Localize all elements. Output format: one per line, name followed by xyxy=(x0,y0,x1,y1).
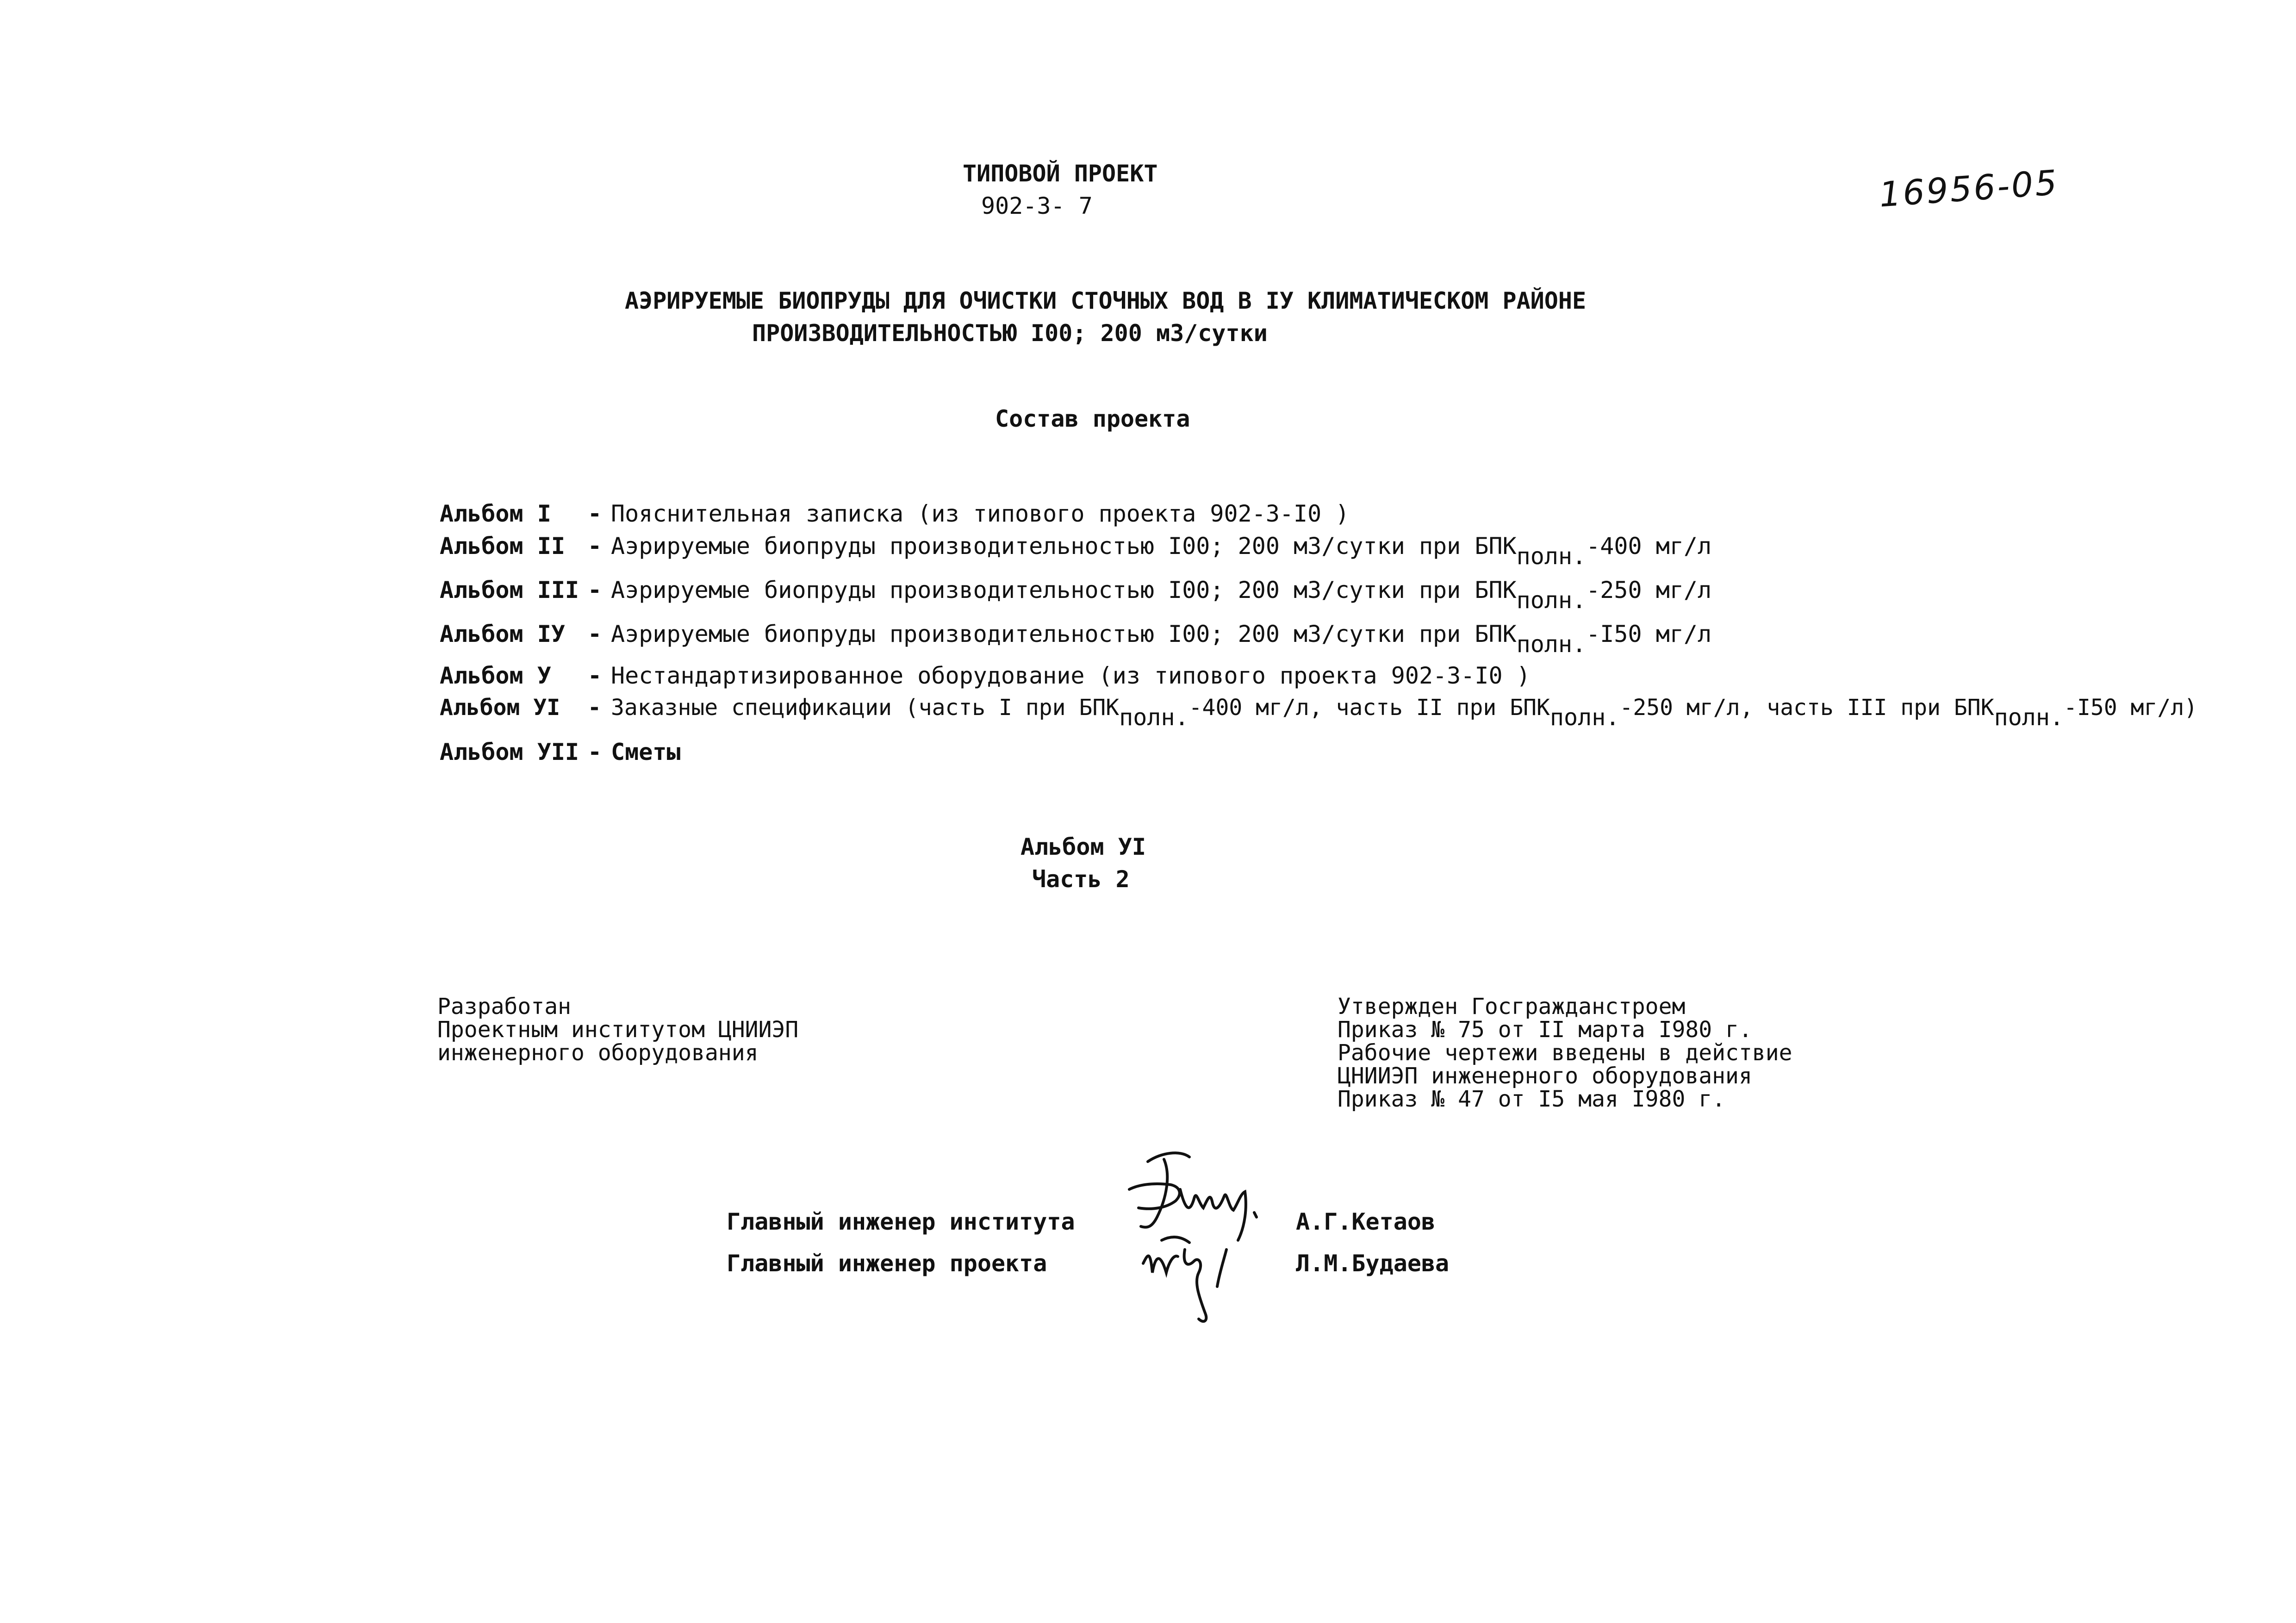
album-description: Нестандартизированное оборудование (из типового проекта 902-3-I0 ) xyxy=(611,662,1531,689)
description-text: -400 мг/л, часть II при БПК xyxy=(1188,695,1550,721)
album-description xyxy=(611,533,1712,570)
description-text: Аэрируемые биопруды производительностью I00; 200 м3/сутки при БПК xyxy=(611,533,1517,560)
signature-name: Л.М.Будаева xyxy=(1296,1250,1450,1277)
album-dash: - xyxy=(588,577,602,603)
album-description: Пояснительная записка (из типового проекта 902-3-I0 ) xyxy=(611,500,1350,527)
signature-role: Главный инженер проекта xyxy=(727,1250,1047,1277)
album-dash: - xyxy=(588,533,602,560)
inventory-number: 16956-05 xyxy=(1878,162,2060,215)
album-name: Альбом УII xyxy=(440,739,579,765)
developed-line: инженерного оборудования xyxy=(437,1040,759,1066)
description-text: Заказные спецификации (часть I при БПК xyxy=(611,695,1120,721)
album-description xyxy=(611,695,2198,731)
album-dash: - xyxy=(588,695,601,721)
album-dash: - xyxy=(588,621,602,647)
album-dash: - xyxy=(588,500,602,527)
composition-heading: Состав проекта xyxy=(995,405,1190,432)
approved-block xyxy=(1338,995,1792,1111)
developed-line: Разработан xyxy=(437,994,571,1020)
project-number: 902-3- 7 xyxy=(981,193,1093,219)
project-type-label: ТИПОВОЙ ПРОЕКТ xyxy=(963,160,1158,187)
album-dash: - xyxy=(588,739,602,765)
description-text: Аэрируемые биопруды производительностью I00; 200 м3/сутки при БПК xyxy=(611,621,1517,647)
description-text: -250 мг/л, часть III при БПК xyxy=(1619,695,1994,721)
subscript: полн. xyxy=(1994,704,2064,731)
description-value: -400 мг/л xyxy=(1586,533,1712,560)
title-line-2: ПРОИЗВОДИТЕЛЬНОСТЬЮ I00; 200 м3/сутки xyxy=(752,320,1268,347)
volume-album: Альбом УI xyxy=(1020,833,1146,860)
description-text: Аэрируемые биопруды производительностью I00; 200 м3/сутки при БПК xyxy=(611,577,1517,603)
album-description xyxy=(611,577,1712,614)
subscript: полн. xyxy=(1119,704,1189,731)
signature-role: Главный инженер института xyxy=(727,1208,1075,1235)
title-line-1: АЭРИРУЕМЫЕ БИОПРУДЫ ДЛЯ ОЧИСТКИ СТОЧНЫХ ВОД В IУ КЛИМАТИЧЕСКОМ РАЙОНЕ xyxy=(625,287,1587,314)
subscript: полн. xyxy=(1516,587,1587,614)
signature-2-image xyxy=(1134,1222,1273,1324)
approved-line: Приказ № 75 от II марта I980 г. xyxy=(1338,1017,1752,1043)
description-value: -250 мг/л xyxy=(1586,577,1712,603)
approved-line: Приказ № 47 от I5 мая I980 г. xyxy=(1338,1086,1726,1112)
approved-line: Утвержден Госгражданстроем xyxy=(1338,994,1686,1020)
description-value: -I50 мг/л xyxy=(1586,621,1712,647)
album-name: Альбом II xyxy=(440,533,565,560)
album-name: Альбом IУ xyxy=(440,621,565,647)
subscript: полн. xyxy=(1516,631,1587,658)
developed-block xyxy=(437,995,798,1064)
album-dash: - xyxy=(588,662,602,689)
developed-line: Проектным институтом ЦНИИЭП xyxy=(437,1017,799,1043)
subscript: полн. xyxy=(1549,704,1620,731)
description-text: -I50 мг/л) xyxy=(2064,695,2198,721)
approved-line: ЦНИИЭП инженерного оборудования xyxy=(1338,1063,1752,1089)
album-name: Альбом III xyxy=(440,577,579,603)
album-name: Альбом У xyxy=(440,662,551,689)
album-description xyxy=(611,621,1712,658)
subscript: полн. xyxy=(1516,543,1587,570)
approved-line: Рабочие чертежи введены в действие xyxy=(1338,1040,1792,1066)
volume-part: Часть 2 xyxy=(1032,866,1130,893)
signature-name: А.Г.Кетаов xyxy=(1296,1208,1436,1235)
album-name: Альбом I xyxy=(440,500,551,527)
album-name: Альбом УI xyxy=(440,695,560,721)
album-description: Сметы xyxy=(611,739,681,765)
